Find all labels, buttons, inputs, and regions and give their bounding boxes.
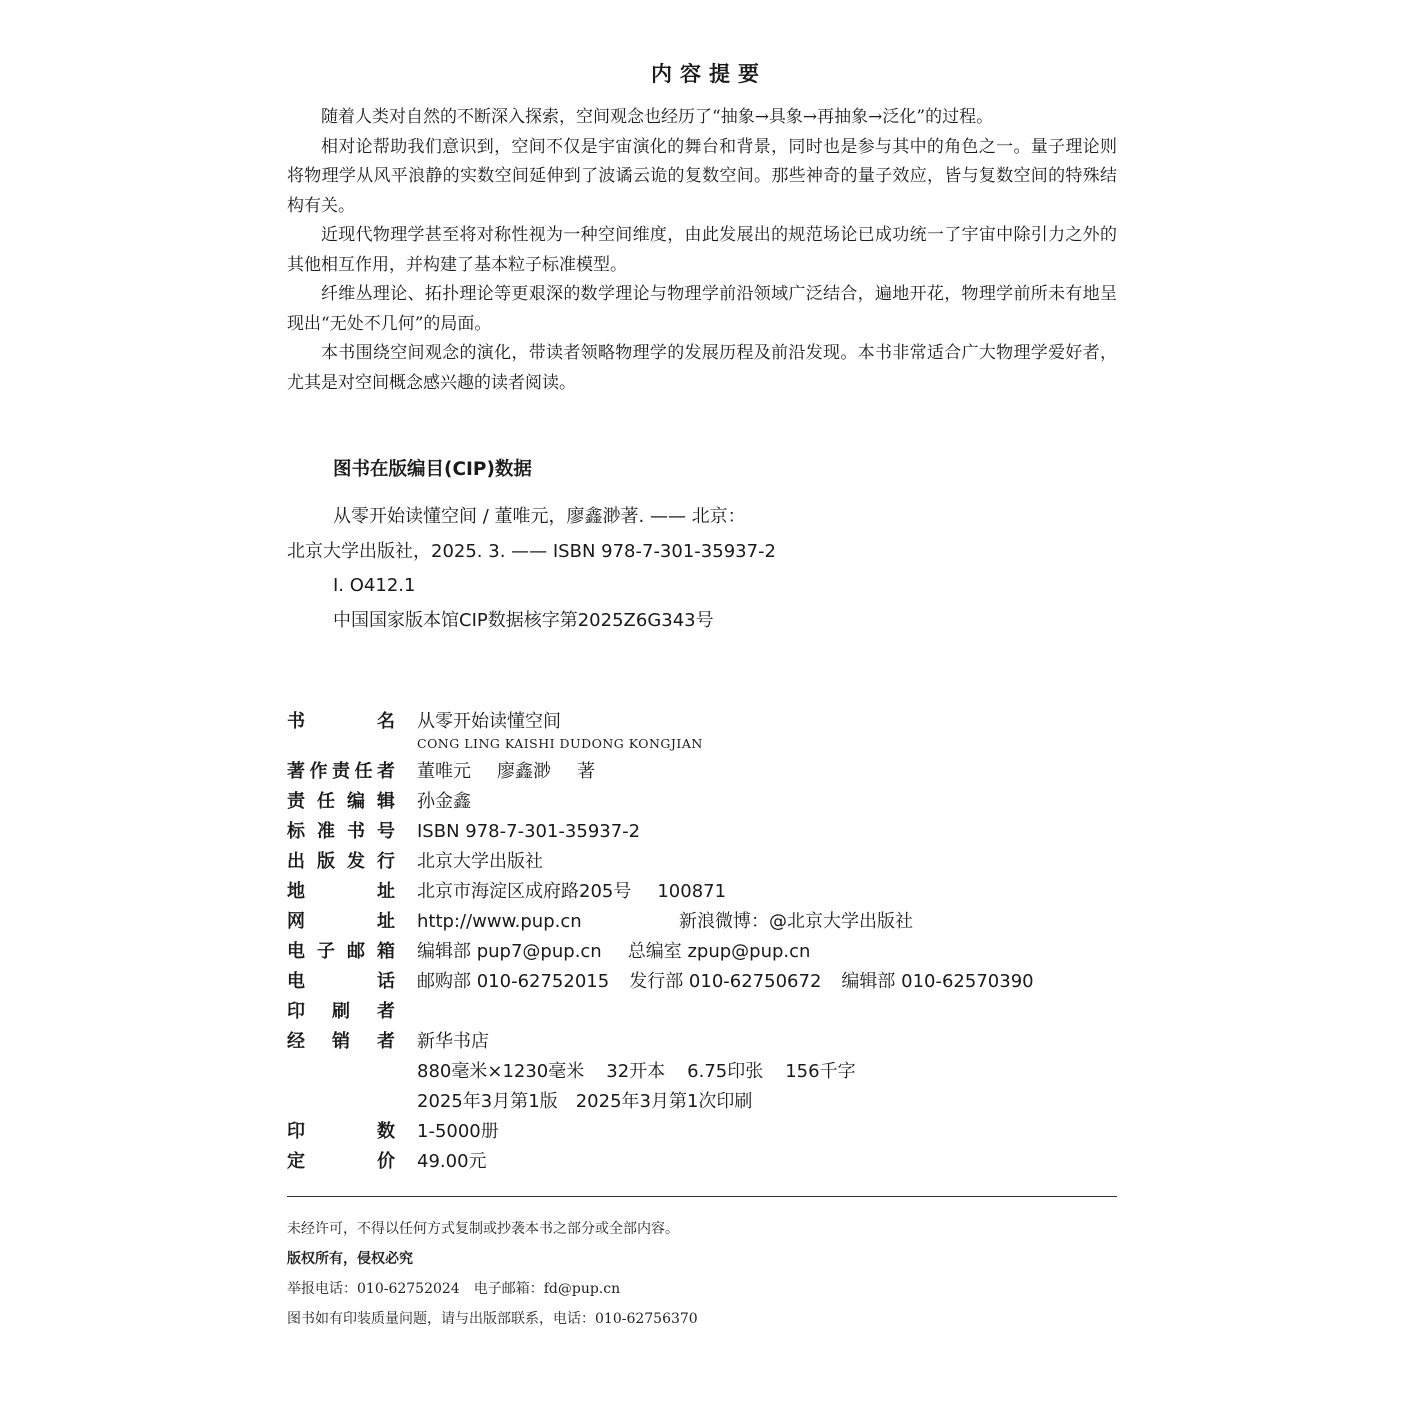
imprint-row-price — [287, 1147, 1117, 1177]
imprint-value: 从零开始读懂空间 — [417, 711, 561, 732]
imprint-row-title — [287, 707, 1117, 737]
imprint-value: 49.00元 — [417, 1151, 487, 1172]
summary-paragraph: 本书围绕空间观念的演化，带读者领略物理学的发展历程及前沿发现。本书非常适合广大物理学爱好者，尤其是对空间概念感兴趣的读者阅读。 — [287, 343, 1117, 393]
imprint-label: 经 销 者 — [287, 1031, 395, 1052]
summary-paragraph: 近现代物理学甚至将对称性视为一种空间维度，由此发展出的规范场论已成功统一了宇宙中除引力之外的其他相互作用，并构建了基本粒子标准模型。 — [287, 225, 1117, 275]
notice-line: 图书如有印装质量问题，请与出版部联系，电话：010-62756370 — [287, 1311, 698, 1327]
imprint-value: 董唯元 廖鑫渺 著 — [417, 761, 595, 782]
imprint-value: http://www.pup.cn 新浪微博：@北京大学出版社 — [417, 911, 913, 932]
cip-line: 中国国家版本馆CIP数据核字第2025Z6G343号 — [333, 609, 714, 631]
imprint-value: 北京市海淀区成府路205号 100871 — [417, 881, 727, 902]
imprint-row-publisher — [287, 847, 1117, 877]
imprint-row-website — [287, 907, 1117, 937]
imprint-label: 电 子 邮 箱 — [287, 941, 395, 962]
imprint-row-printer — [287, 997, 1117, 1027]
cip-line: 北京大学出版社，2025. 3. —— ISBN 978-7-301-35937-2 — [287, 540, 776, 562]
notice-line: 未经许可，不得以任何方式复制或抄袭本书之部分或全部内容。 — [287, 1221, 679, 1237]
imprint-row-distributor — [287, 1027, 1117, 1057]
imprint-value: 1-5000册 — [417, 1121, 499, 1142]
imprint-label: 著 作 责 任 者 — [287, 761, 395, 782]
imprint-label: 书 名 — [287, 711, 395, 732]
imprint-row-address — [287, 877, 1117, 907]
imprint-label: 定 价 — [287, 1151, 395, 1172]
summary-body — [287, 103, 1117, 398]
imprint-value: 编辑部 pup7@pup.cn 总编室 zpup@pup.cn — [417, 941, 811, 962]
imprint-row-format — [287, 1057, 1117, 1087]
copyright-notice — [287, 1214, 698, 1334]
imprint-value: 新华书店 — [417, 1031, 489, 1052]
cip-heading: 图书在版编目(CIP)数据 — [333, 459, 532, 480]
book-title-pinyin: CONG LING KAISHI DUDONG KONGJIAN — [417, 736, 703, 751]
imprint-row-editor — [287, 787, 1117, 817]
imprint-label: 责 任 编 辑 — [287, 791, 395, 812]
imprint-row-phone — [287, 967, 1117, 997]
divider — [287, 1196, 1117, 1197]
imprint-value: 北京大学出版社 — [417, 851, 543, 872]
imprint-row-isbn — [287, 817, 1117, 847]
imprint-label: 网 址 — [287, 911, 395, 932]
imprint-row-print-run — [287, 1117, 1117, 1147]
cip-line: Ⅰ. O412.1 — [333, 575, 416, 596]
imprint-label: 印 数 — [287, 1121, 395, 1142]
imprint-value: 2025年3月第1版 2025年3月第1次印刷 — [417, 1091, 753, 1112]
cip-line: 从零开始读懂空间 / 董唯元，廖鑫渺著. —— 北京： — [333, 506, 746, 527]
imprint-row-pinyin — [287, 737, 1117, 757]
imprint-value: ISBN 978-7-301-35937-2 — [417, 821, 641, 842]
imprint-value: 880毫米×1230毫米 32开本 6.75印张 156千字 — [417, 1061, 856, 1082]
imprint-row-email — [287, 937, 1117, 967]
summary-paragraph: 随着人类对自然的不断深入探索，空间观念也经历了“抽象→具象→再抽象→泛化”的过程。 — [321, 107, 994, 127]
summary-paragraph: 纤维丛理论、拓扑理论等更艰深的数学理论与物理学前沿领域广泛结合，遍地开花，物理学前所未有地呈现出“无处不几何”的局面。 — [287, 284, 1117, 334]
imprint-label: 标 准 书 号 — [287, 821, 395, 842]
cip-record — [287, 500, 776, 638]
imprint-label: 出 版 发 行 — [287, 851, 395, 872]
imprint-value: 孙金鑫 — [417, 791, 471, 812]
summary-title: 内容提要 — [651, 62, 767, 86]
imprint-value: 邮购部 010-62752015 发行部 010-62750672 编辑部 010-62570390 — [417, 971, 1034, 992]
imprint-row-authors — [287, 757, 1117, 787]
imprint-row-edition — [287, 1087, 1117, 1117]
imprint-label: 电 话 — [287, 971, 395, 992]
imprint-table — [287, 707, 1117, 1177]
imprint-label: 印 刷 者 — [287, 1001, 395, 1022]
notice-line: 版权所有，侵权必究 — [287, 1251, 413, 1267]
notice-line: 举报电话：010-62752024 电子邮箱：fd@pup.cn — [287, 1281, 621, 1297]
summary-paragraph: 相对论帮助我们意识到，空间不仅是宇宙演化的舞台和背景，同时也是参与其中的角色之一。量子理论则将物理学从风平浪静的实数空间延伸到了波谲云诡的复数空间。那些神奇的量子效应，皆与复数空间的特殊结构有关。 — [287, 136, 1117, 216]
imprint-label: 地 址 — [287, 881, 395, 902]
